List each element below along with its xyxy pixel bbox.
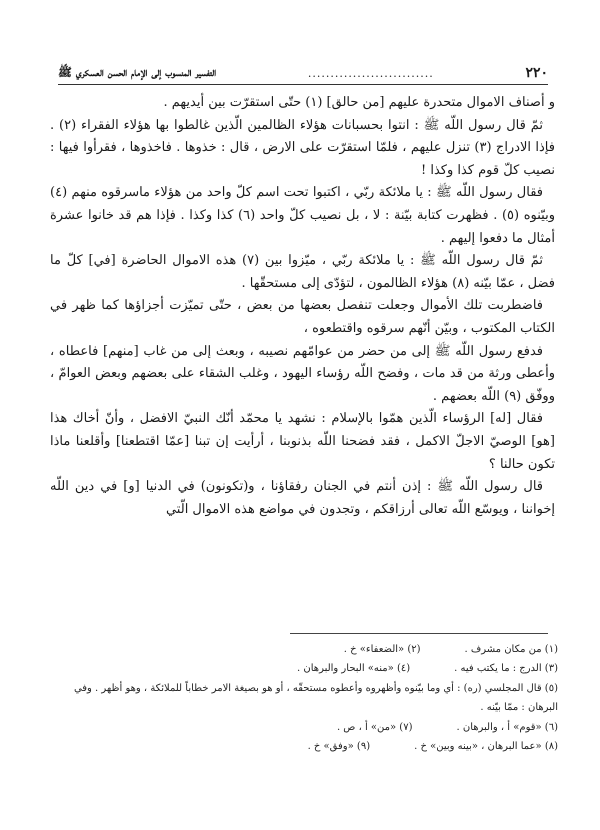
footnote: (٥) قال المجلسي (ره) : أي وما بيّنوه وأظهروه وأعطوه مستحقّه ، أو هو بصيغة الامر خطاباً للملائكة ، وهو أظهر . وفي البرهان : ممّا بيّنه . [73,682,558,714]
paragraph: و أصناف الاموال متحدرة عليهم [من حالق] (١) حتّى استقرّت بين أيديهم . [163,95,555,110]
running-title: التفسير المنسوب إلى الإمام الحسن العسكري ﷺ [58,64,217,79]
paragraph: فقال [له] الرؤساء الّذين همّوا بالإسلام : نشهد يا محمّد أنّك النبيّ الافضل ، وأنّ أخاك هذا [هو] الوصيّ الاجلّ الاكمل ، فقد فضحنا اللّه بذنوبنا ، أرأيت إن تبنا [عمّا اقتطعنا] وأقلعنا ماذا تكون حالنا ؟ [50,411,555,472]
paragraph: فاضطربت تلك الأموال وجعلت تنفصل بعضها من بعض ، حتّى تميّزت أجزاؤها كما ظهر في الكتاب المكتوب ، وبيّن أنّهم سرقوه واقتطعوه ، [50,298,555,336]
footnote: (٦) «قوم» أ ، والبرهان . [456,721,558,733]
paragraph: فقال رسول اللّه ﷺ : يا ملائكة ربّي ، اكتبوا تحت اسم كلّ واحد من هؤلاء ماسرقوه منهم (٤) وبيّنوه (٥) . فظهرت كتابة بيّنة : لا ، بل نصيب كلّ واحد (٦) كذا وكذا . فإذا هم قد خانوا عشرة أمثال ما دفعوا إليهم . [50,185,555,246]
footnote-separator [290,633,548,634]
footnote: (٢) «الضعفاء» خ . [343,644,421,655]
footnote-row [48,737,558,756]
page-number: ٢٢٠ [525,65,548,81]
footnote-row [48,659,558,678]
footnote: (١) من مكان مشرف . [464,644,558,655]
footnotes [48,640,558,756]
footnote: (٣) الدرج : ما يكتب فيه . [454,663,558,675]
running-header [58,62,548,85]
paragraph: ثمّ قال رسول اللّه ﷺ : يا ملائكة ربّي ، ميّزوا بين (٧) هذه الاموال الحاضرة [في] كلّ ما فضل ، عمّا بيّنه (٨) هؤلاء الظالمون ، لتؤدّى إلى مستحقّها . [50,253,555,291]
footnote: (٨) «عما البرهان ، «بينه وبين» خ . [414,741,558,753]
footnote-row [48,640,558,659]
paragraph: فدفع رسول اللّه ﷺ إلى من حضر من عوامّهم نصيبه ، وبعث إلى من غاب [منهم] فاعطاه ، وأعطى ورثة من قد مات ، وفضح اللّه رؤساء اليهود ، وغلب الشقاء على بعضهم وبعض العوامّ ، ووفّق (٩) اللّه بعضهم . [50,343,555,404]
body-text [50,92,555,521]
footnote: (٩) «وفق» خ . [307,741,371,753]
paragraph: ثمّ قال رسول اللّه ﷺ : انتوا بحسبانات هؤلاء الظالمين الّذين غالطوا بها هؤلاء الفقراء (٢) . فإذا الادراج (٣) تنزل عليهم ، فلمّا استقرّت على الارض ، قال : خذوها . فاخذوها ، فقرأوا فيها : نصيب كلّ قوم كذا وكذا ! [50,117,555,178]
footnote-row [48,718,558,737]
footnote: (٧) «من» أ ، ص . [336,721,413,733]
header-dots: ............................ [307,66,434,80]
footnote: (٤) «منه» البحار والبرهان . [297,663,411,675]
paragraph: قال رسول اللّه ﷺ : إذن أنتم في الجنان رفقاؤنا ، و(تكونون) في الدنيا [و] في دين اللّه إخواننا ، ويوسّع اللّه تعالى أرزاقكم ، وتجدون في مواضع هذه الاموال الّتي [50,479,555,517]
